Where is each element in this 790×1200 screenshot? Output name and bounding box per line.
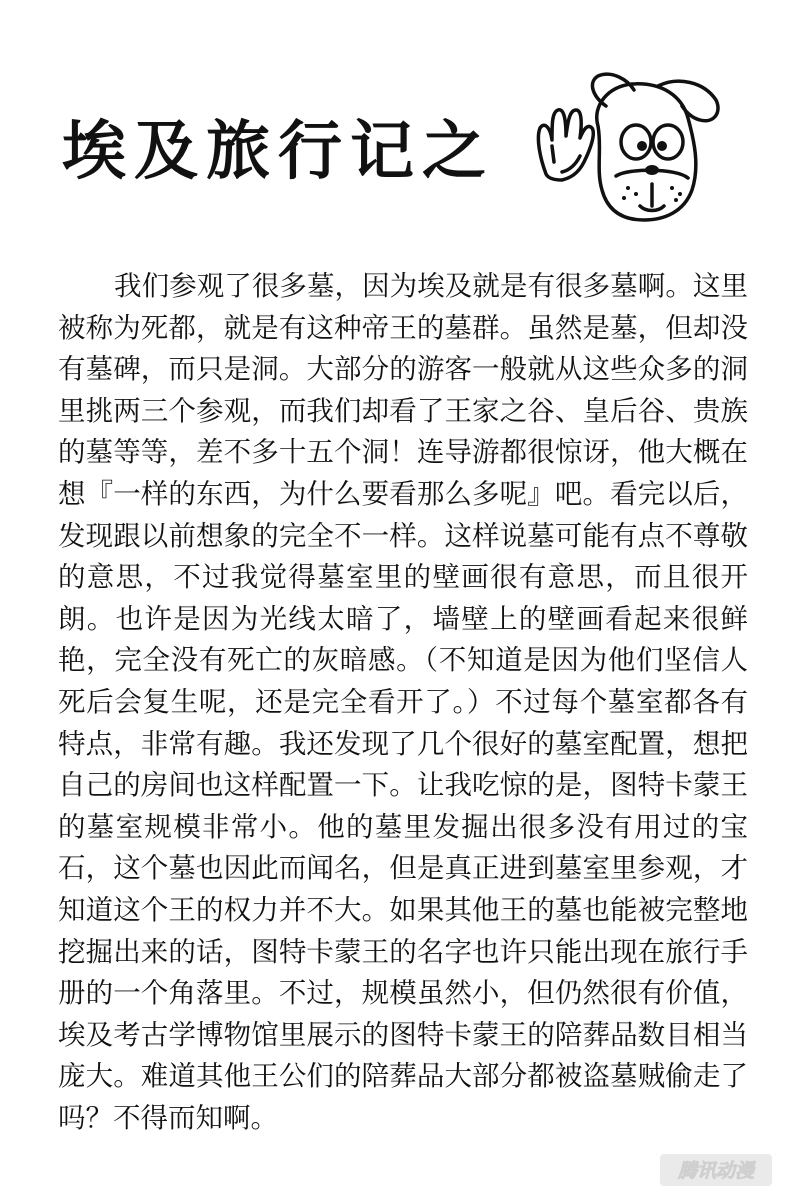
- waving-dog-icon: [532, 66, 722, 236]
- page-title: 埃及旅行记之: [62, 115, 494, 189]
- article-body: 我们参观了很多墓，因为埃及就是有很多墓啊。这里被称为死都，就是有这种帝王的墓群。虽然是墓，但却没有墓碑，而只是洞。大部分的游客一般就从这些众多的洞里挑两三个参观，而我们却看了王家之谷、皇后谷、贵族的墓等等，差不多十五个洞！连导游都很惊讶，他大概在想『一样的东西，为什么要看那么多呢』吧。看完以后，发现跟以前想象的完全不一样。这样说墓可能有点不尊敬的意思，不过我觉得墓室里的壁画很有意思，而且很开朗。也许是因为光线太暗了，墙壁上的壁画看起来很鲜艳，完全没有死亡的灰暗感。（不知道是因为他们坚信人死后会复生呢，还是完全看开了。）不过每个墓室都各有特点，非常有趣。我还发现了几个很好的墓室配置，想把自己的房间也这样配置一下。让我吃惊的是，图特卡蒙王的墓室规模非常小。他的墓里发掘出很多没有用过的宝石，这个墓也因此而闻名，但是真正进到墓室里参观，才知道这个王的权力并不大。如果其他王的墓也能被完整地挖掘出来的话，图特卡蒙王的名字也许只能出现在旅行手册的一个角落里。不过，规模虽然小，但仍然很有价值，埃及考古学博物馆里展示的图特卡蒙王的陪葬品数目相当庞大。难道其他王公们的陪葬品大部分都被盗墓贼偷走了吗？不得而知啊。: [58, 270, 748, 1134]
- watermark-logo: [660, 1154, 772, 1186]
- watermark-text: [666, 1157, 766, 1183]
- svg-text:腾讯动漫: 腾讯动漫: [677, 1160, 755, 1182]
